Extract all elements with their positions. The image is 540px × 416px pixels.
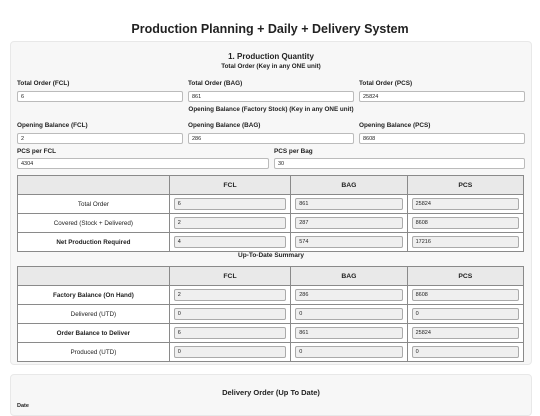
- order-balance-bag-output: 861: [295, 327, 402, 339]
- total-order-fcl-input[interactable]: 6: [17, 91, 183, 102]
- delivered-fcl-output: 0: [174, 308, 286, 320]
- delivery-order-card: [10, 374, 532, 416]
- total-order-pcs-output: 25824: [412, 198, 519, 210]
- total-order-fcl-label: Total Order (FCL): [17, 80, 70, 87]
- production-col-bag: BAG: [291, 176, 407, 195]
- delivered-pcs-output: 0: [412, 308, 519, 320]
- total-order-pcs-input[interactable]: 25824: [359, 91, 525, 102]
- covered-pcs-output: 8608: [412, 217, 519, 229]
- production-col-blank: [18, 176, 170, 195]
- produced-pcs-output: 0: [412, 346, 519, 358]
- row-label: Factory Balance (On Hand): [18, 286, 170, 305]
- total-order-subtitle: Total Order (Key in any ONE unit): [221, 63, 321, 70]
- pcs-per-fcl-input[interactable]: 4304: [17, 158, 269, 169]
- produced-fcl-output: 0: [174, 346, 286, 358]
- pcs-per-fcl-label: PCS per FCL: [17, 148, 57, 155]
- opening-fcl-label: Opening Balance (FCL): [17, 122, 88, 129]
- table-row: [18, 324, 524, 343]
- summary-col-fcl: FCL: [169, 267, 290, 286]
- row-label: Order Balance to Deliver: [18, 324, 170, 343]
- opening-pcs-input[interactable]: 8608: [359, 133, 525, 144]
- table-row: [18, 195, 524, 214]
- opening-balance-subtitle: Opening Balance (Factory Stock) (Key in any ONE unit): [188, 106, 354, 113]
- summary-table: [17, 266, 524, 362]
- table-row: [18, 214, 524, 233]
- net-production-pcs-output: 17216: [412, 236, 519, 248]
- opening-fcl-input[interactable]: 2: [17, 133, 183, 144]
- total-order-bag-input[interactable]: 861: [188, 91, 354, 102]
- factory-balance-fcl-output: 2: [174, 289, 286, 301]
- summary-col-bag: BAG: [291, 267, 407, 286]
- production-table: [17, 175, 524, 252]
- net-production-fcl-output: 4: [174, 236, 286, 248]
- row-label: Covered (Stock + Delivered): [18, 214, 170, 233]
- total-order-bag-output: 861: [295, 198, 402, 210]
- summary-table-header: [18, 267, 524, 286]
- table-row: [18, 343, 524, 362]
- table-row: [18, 233, 524, 252]
- row-label: Net Production Required: [18, 233, 170, 252]
- table-row: [18, 286, 524, 305]
- delivery-section-title: Delivery Order (Up To Date): [222, 388, 320, 397]
- order-balance-fcl-output: 6: [174, 327, 286, 339]
- opening-bag-input[interactable]: 286: [188, 133, 354, 144]
- factory-balance-bag-output: 286: [295, 289, 402, 301]
- summary-col-blank: [18, 267, 170, 286]
- pcs-per-bag-label: PCS per Bag: [274, 148, 313, 155]
- total-order-fcl-output: 6: [174, 198, 286, 210]
- production-col-fcl: FCL: [169, 176, 290, 195]
- production-section-title: 1. Production Quantity: [228, 52, 314, 61]
- produced-bag-output: 0: [295, 346, 402, 358]
- pcs-per-bag-input[interactable]: 30: [274, 158, 525, 169]
- opening-pcs-label: Opening Balance (PCS): [359, 122, 431, 129]
- row-label: Produced (UTD): [18, 343, 170, 362]
- summary-title: Up-To-Date Summary: [238, 252, 304, 259]
- page-title: Production Planning + Daily + Delivery System: [131, 22, 409, 36]
- factory-balance-pcs-output: 8608: [412, 289, 519, 301]
- order-balance-pcs-output: 25824: [412, 327, 519, 339]
- table-row: [18, 305, 524, 324]
- summary-col-pcs: PCS: [407, 267, 523, 286]
- net-production-bag-output: 574: [295, 236, 402, 248]
- covered-bag-output: 287: [295, 217, 402, 229]
- total-order-pcs-label: Total Order (PCS): [359, 80, 413, 87]
- total-order-bag-label: Total Order (BAG): [188, 80, 243, 87]
- row-label: Total Order: [18, 195, 170, 214]
- row-label: Delivered (UTD): [18, 305, 170, 324]
- production-table-header: [18, 176, 524, 195]
- opening-bag-label: Opening Balance (BAG): [188, 122, 261, 129]
- production-col-pcs: PCS: [407, 176, 523, 195]
- covered-fcl-output: 2: [174, 217, 286, 229]
- delivery-date-label: Date: [17, 403, 29, 409]
- production-quantity-card: [10, 41, 532, 365]
- delivered-bag-output: 0: [295, 308, 402, 320]
